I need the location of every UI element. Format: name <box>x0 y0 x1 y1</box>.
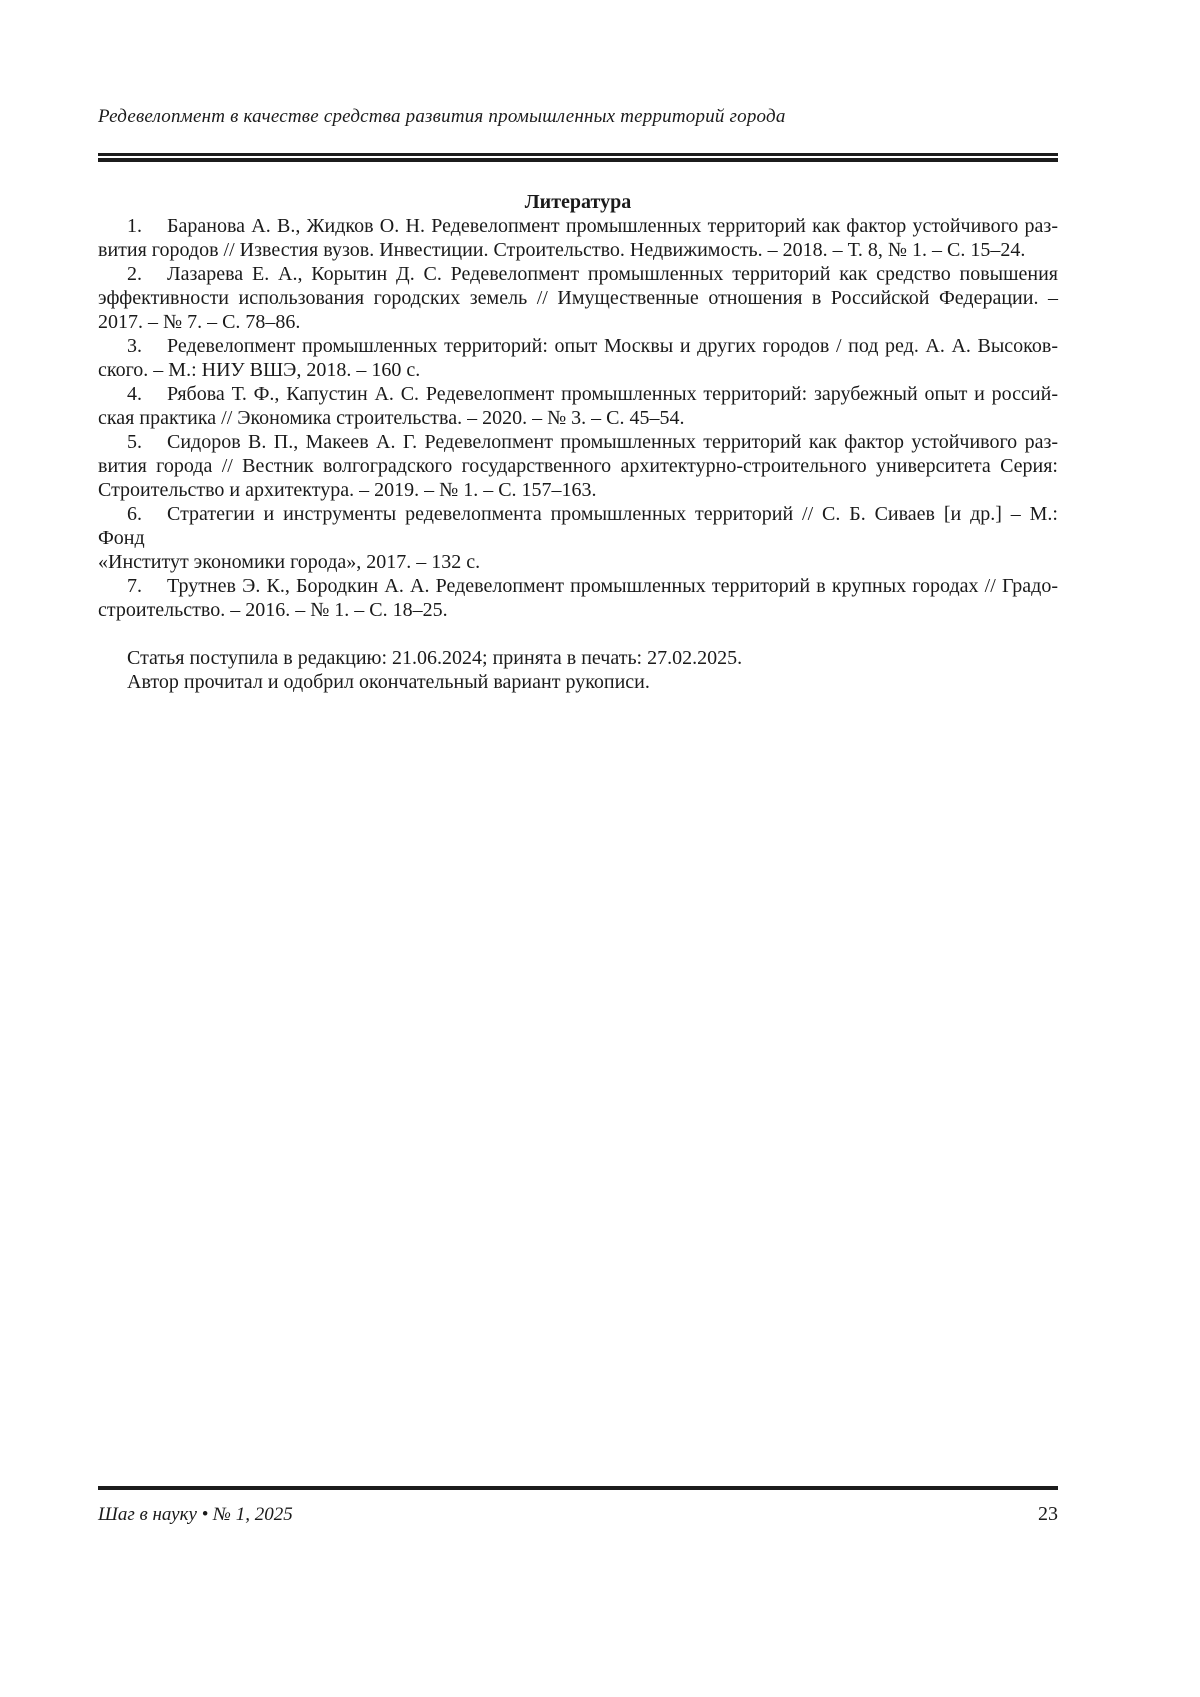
reference-entry <box>98 382 1058 430</box>
reference-line: строительство. – 2016. – № 1. – С. 18–25. <box>98 599 448 621</box>
reference-entry <box>98 262 1058 334</box>
reference-line: вития городов // Известия вузов. Инвестиции. Строительство. Недвижимость. – 2018. – Т. 8, № 1. – С. 15–24. <box>98 239 1026 261</box>
reference-line: ская практика // Экономика строительства. – 2020. – № 3. – С. 45–54. <box>98 407 685 429</box>
footer-rule <box>98 1486 1058 1490</box>
reference-text: Рябова Т. Ф., Капустин А. С. Редевелопмент промышленных территорий: зарубежный опыт и россий- <box>167 383 1058 405</box>
page-number: 23 <box>1038 1503 1058 1525</box>
reference-text: Редевелопмент промышленных территорий: опыт Москвы и других городов / под ред. А. А. Высоков- <box>167 335 1058 357</box>
reference-text: Стратегии и инструменты редевелопмента промышленных территорий // С. Б. Сиваев [и др.] – М.: Фонд <box>98 503 1058 549</box>
reference-text: Трутнев Э. К., Бородкин А. А. Редевелопмент промышленных территорий в крупных городах // Градо- <box>167 575 1058 597</box>
header-rule <box>98 153 1058 162</box>
approval-note: Автор прочитал и одобрил окончательный вариант рукописи. <box>127 671 650 693</box>
reference-line: ского. – М.: НИУ ВШЭ, 2018. – 160 с. <box>98 359 421 381</box>
reference-entry <box>98 574 1058 622</box>
reference-line <box>98 262 1058 286</box>
reference-line: «Институт экономики города», 2017. – 132 с. <box>98 551 481 573</box>
reference-number: 5. <box>127 431 142 453</box>
section-title: Литература <box>524 191 632 213</box>
references-section <box>98 190 1058 694</box>
received-note: Статья поступила в редакцию: 21.06.2024; принята в печать: 27.02.2025. <box>127 647 743 669</box>
reference-line: эффективности использования городских земель // Имущественные отношения в Российской Федерации. – <box>98 287 1058 309</box>
reference-entry <box>98 430 1058 502</box>
reference-line <box>98 574 1058 598</box>
reference-line <box>98 334 1058 358</box>
reference-number: 7. <box>127 575 142 597</box>
reference-line <box>98 430 1058 454</box>
reference-line: 2017. – № 7. – С. 78–86. <box>98 311 301 333</box>
reference-text: Баранова А. В., Жидков О. Н. Редевелопмент промышленных территорий как фактор устойчивого раз- <box>167 215 1058 237</box>
reference-line: вития города // Вестник волгоградского государственного архитектурно-строительного университета Серия: <box>98 455 1058 477</box>
reference-text: Лазарева Е. А., Корытин Д. С. Редевелопмент промышленных территорий как средство повышения <box>167 263 1058 285</box>
reference-line: Строительство и архитектура. – 2019. – № 1. – С. 157–163. <box>98 479 597 501</box>
reference-entry <box>98 214 1058 262</box>
reference-number: 2. <box>127 263 142 285</box>
reference-line <box>98 502 1058 550</box>
reference-line <box>98 214 1058 238</box>
page-footer <box>98 1502 1058 1527</box>
closing-notes <box>98 646 1058 694</box>
reference-entry <box>98 334 1058 382</box>
reference-number: 4. <box>127 383 142 405</box>
reference-number: 3. <box>127 335 142 357</box>
journal-title: Шаг в науку • № 1, 2025 <box>98 1504 293 1525</box>
reference-number: 6. <box>127 503 142 525</box>
reference-entry <box>98 502 1058 574</box>
reference-text: Сидоров В. П., Макеев А. Г. Редевелопмент промышленных территорий как фактор устойчивого раз- <box>167 431 1058 453</box>
reference-line <box>98 382 1058 406</box>
reference-list <box>98 214 1058 622</box>
reference-number: 1. <box>127 215 142 237</box>
running-head: Редевелопмент в качестве средства развития промышленных территорий города <box>98 106 786 127</box>
